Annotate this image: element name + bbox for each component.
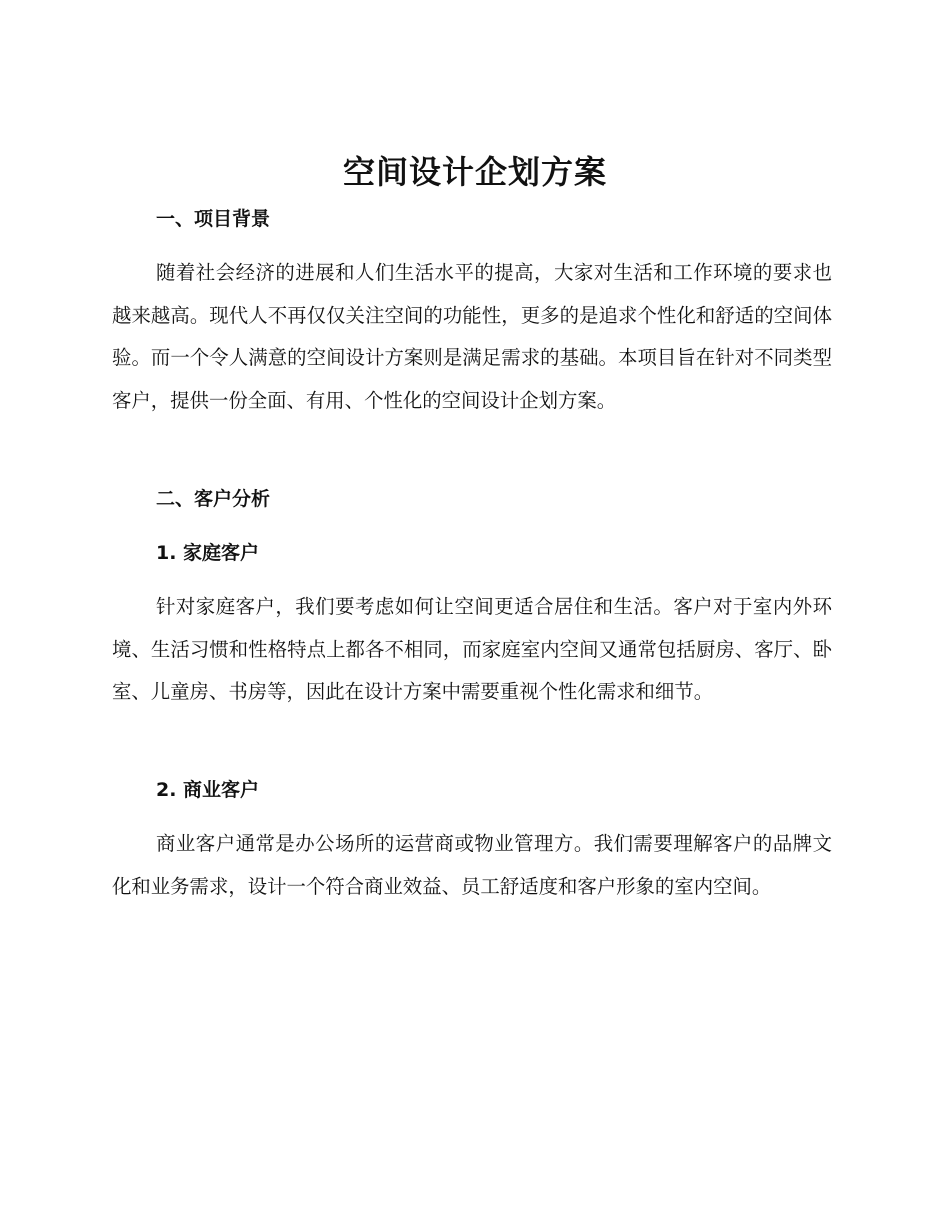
paragraph-background: 随着社会经济的进展和人们生活水平的提高，大家对生活和工作环境的要求也越来越高。现代人不再仅仅关注空间的功能性，更多的是追求个性化和舒适的空间体验。而一个令人满意的空间设计方案则是满足需求的基础。本项目旨在针对不同类型客户，提供一份全面、有用、个性化的空间设计企划方案。 xyxy=(112,261,832,412)
paragraph-commercial-client: 商业客户通常是办公场所的运营商或物业管理方。我们需要理解客户的品牌文化和业务需求，设计一个符合商业效益、员工舒适度和客户形象的室内空间。 xyxy=(112,832,832,898)
paragraph-family-client: 针对家庭客户，我们要考虑如何让空间更适合居住和生活。客户对于室内外环境、生活习惯和性格特点上都各不相同，而家庭室内空间又通常包括厨房、客厅、卧室、儿童房、书房等，因此在设计方案中需要重视个性化需求和细节。 xyxy=(112,595,832,703)
section-heading-client-analysis: 二、客户分析 xyxy=(156,488,271,510)
subsection-heading-family-client: 1. 家庭客户 xyxy=(156,542,260,564)
section-heading-background: 一、项目背景 xyxy=(156,208,271,230)
subsection-heading-commercial-client: 2. 商业客户 xyxy=(156,779,260,801)
document-title: 空间设计企划方案 xyxy=(342,153,607,191)
